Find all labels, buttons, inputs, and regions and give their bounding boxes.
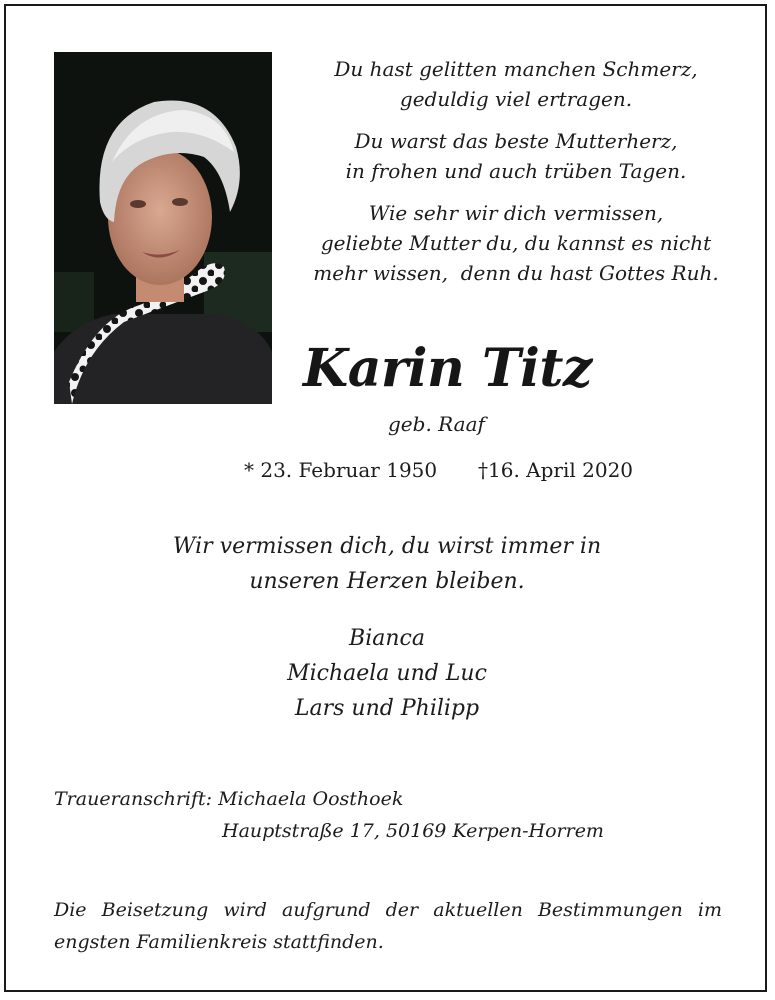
family-member: Michaela und Luc xyxy=(287,661,487,686)
poem-line: in frohen und auch trüben Tagen. xyxy=(345,159,687,183)
deceased-name: Karin Titz xyxy=(303,338,592,399)
poem-line: Wie sehr wir dich vermissen, xyxy=(368,201,664,225)
death-date xyxy=(478,455,633,485)
poem-line: Du warst das beste Mutterherz, xyxy=(354,129,678,153)
death-symbol: † xyxy=(478,458,488,482)
poem-line: mehr wissen, denn du hast Gottes Ruh. xyxy=(313,261,719,285)
birth-date xyxy=(244,455,437,485)
poem-line: geduldig viel ertragen. xyxy=(399,87,633,111)
tribute-line: unseren Herzen bleiben. xyxy=(249,569,525,594)
poem-stanza-1 xyxy=(296,54,736,114)
tribute-line: Wir vermissen dich, du wirst immer in xyxy=(172,534,602,559)
maiden-name: geb. Raaf xyxy=(388,412,485,436)
poem xyxy=(296,54,736,300)
family-member: Lars und Philipp xyxy=(294,696,480,721)
family-member: Bianca xyxy=(349,626,425,651)
poem-line: Du hast gelitten manchen Schmerz, xyxy=(334,57,698,81)
poem-stanza-2 xyxy=(296,126,736,186)
portrait-photo xyxy=(54,52,272,404)
death-date-text: 16. April 2020 xyxy=(488,458,634,482)
mourning-address xyxy=(54,783,734,847)
family-names xyxy=(187,621,587,726)
poem-stanza-3 xyxy=(296,198,736,288)
poem-line: geliebte Mutter du, du kannst es nicht xyxy=(320,231,712,255)
tribute-text xyxy=(87,529,687,599)
burial-notice: Die Beisetzung wird aufgrund der aktuellen Bestimmungen im engsten Familienkreis stattfinden. xyxy=(54,899,722,953)
address-label: Traueranschrift: Michaela Oosthoek xyxy=(54,788,404,810)
birth-date-text: 23. Februar 1950 xyxy=(260,458,438,482)
birth-symbol: * xyxy=(244,458,254,482)
address-street: Hauptstraße 17, 50169 Kerpen-Horrem xyxy=(222,820,604,842)
portrait-illustration xyxy=(54,52,272,404)
